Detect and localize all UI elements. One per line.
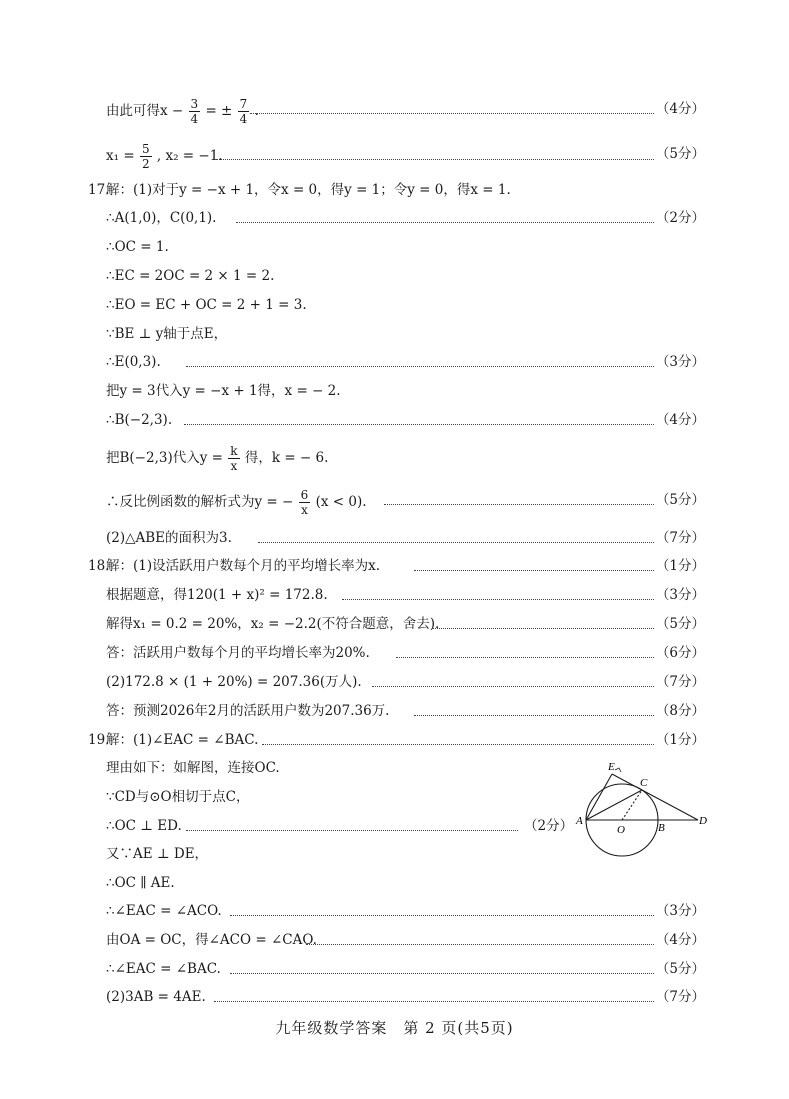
leader-dots: [250, 113, 654, 114]
score: （7分）: [655, 530, 705, 546]
solution-line: (2)172.8 × (1 + 20%) = 207.36(万人).: [106, 674, 362, 690]
leader-dots: [342, 599, 654, 600]
score: （7分）: [655, 674, 705, 690]
solution-line: 答：预测2026年2月的活跃用户数为207.36万.: [106, 703, 390, 719]
solution-line: 把B(−2,3)代入y = $\frac{k}{x}$ 得，k = − 6.: [106, 444, 329, 473]
question-number: 18.: [88, 558, 110, 574]
score: （7分）: [655, 989, 705, 1005]
geometry-figure: [574, 758, 714, 862]
leader-dots: [230, 973, 654, 974]
solution-line: 根据题意，得120(1 + x)² = 172.8.: [106, 587, 328, 603]
solution-line: ∴OC = 1.: [106, 239, 169, 255]
question-number: 17.: [88, 182, 110, 198]
score: （5分）: [655, 146, 705, 162]
leader-dots: [186, 366, 654, 367]
leader-dots: [262, 744, 654, 745]
solution-line: ∴OC ⊥ ED.: [106, 818, 182, 834]
solution-line: ∴A(1,0)，C(0,1).: [106, 210, 217, 226]
score: （5分）: [655, 616, 705, 632]
label-d: D: [699, 815, 707, 827]
solution-line: 由OA = OC，得∠ACO = ∠CAO.: [106, 932, 317, 948]
label-b: B: [658, 822, 665, 834]
leader-dots: [184, 424, 654, 425]
solution-line: ∴EC = 2OC = 2 × 1 = 2.: [106, 268, 275, 284]
solution-line: 答：活跃用户数每个月的平均增长率为20%.: [106, 645, 370, 661]
solution-line: ∴OC ∥ AE.: [106, 875, 175, 891]
score: （1分）: [655, 558, 705, 574]
leader-dots: [230, 915, 654, 916]
solution-line: 解得x₁ = 0.2 = 20%，x₂ = −2.2(不符合题意，舍去).: [106, 616, 440, 632]
leader-dots: [414, 715, 654, 716]
score: （1分）: [655, 732, 705, 748]
solution-line: ∴反比例函数的解析式为y = − $\frac{6}{x}$ (x < 0).: [106, 488, 367, 517]
fraction: $\frac{5}{2}$: [141, 142, 150, 171]
score: （2分）: [655, 210, 705, 226]
solution-line: x₁ = $\frac{5}{2}$ , x₂ = −1.: [106, 142, 223, 171]
solution-line: ∴B(−2,3).: [106, 412, 173, 428]
solution-line: 由此可得x − $\frac{3}{4}$ = ± $\frac{7}{4}$ .: [106, 97, 259, 126]
score: （2分）: [524, 818, 574, 834]
score: （8分）: [655, 703, 705, 719]
leader-dots: [258, 542, 654, 543]
solution-line: (2)△ABE的面积为3.: [106, 530, 232, 546]
score: （6分）: [655, 645, 705, 661]
solution-line: ∴E(0,3).: [106, 354, 161, 370]
label-a: A: [576, 815, 583, 827]
score: （3分）: [655, 354, 705, 370]
score: （3分）: [655, 587, 705, 603]
leader-dots: [186, 830, 518, 831]
leader-dots: [214, 1001, 654, 1002]
score: （4分）: [655, 101, 705, 117]
solution-line: 把y = 3代入y = −x + 1得，x = − 2.: [106, 383, 341, 399]
score: （4分）: [655, 932, 705, 948]
solution-line: ∴∠EAC = ∠ACO.: [106, 903, 222, 919]
right-angle-mark: [615, 768, 621, 772]
page-footer: 九年级数学答案 第 2 页(共5页): [275, 1019, 514, 1037]
fraction: $\frac{6}{x}$: [300, 488, 309, 517]
question-number: 19.: [88, 732, 110, 748]
score: （3分）: [655, 903, 705, 919]
leader-dots: [372, 686, 654, 687]
score: （5分）: [655, 961, 705, 977]
solution-line: ∴EO = EC + OC = 2 + 1 = 3.: [106, 297, 307, 313]
fraction: $\frac{7}{4}$: [239, 97, 248, 126]
label-e: E: [608, 761, 615, 773]
leader-dots: [306, 944, 654, 945]
solution-line: ∴∠EAC = ∠BAC.: [106, 961, 221, 977]
solution-line: 解：(1)对于y = −x + 1，令x = 0，得y = 1；令y = 0，得x = 1.: [106, 182, 511, 198]
score: （5分）: [655, 492, 705, 508]
solution-line: 又∵AE ⊥ DE，: [106, 846, 209, 862]
tangent-line-ed: [612, 774, 698, 820]
fraction: $\frac{k}{x}$: [230, 444, 238, 473]
leader-dots: [414, 570, 654, 571]
solution-line: 理由如下：如解图，连接OC.: [106, 760, 280, 776]
solution-line: ∵BE ⊥ y轴于点E，: [106, 326, 228, 342]
score: （4分）: [655, 412, 705, 428]
leader-dots: [384, 504, 654, 505]
leader-dots: [396, 657, 654, 658]
solution-line: ∵CD与⊙O相切于点C，: [106, 789, 250, 805]
solution-line: (2)3AB = 4AE.: [106, 989, 206, 1005]
leader-dots: [432, 628, 654, 629]
leader-dots: [236, 222, 654, 223]
solution-line: 解：(1)设活跃用户数每个月的平均增长率为x.: [106, 558, 381, 574]
leader-dots: [216, 159, 654, 160]
fraction: $\frac{3}{4}$: [190, 97, 199, 126]
label-o: O: [617, 824, 625, 836]
solution-line: 解：(1)∠EAC = ∠BAC.: [106, 732, 259, 748]
line-oc-dashed: [622, 790, 642, 820]
label-c: C: [640, 777, 648, 789]
